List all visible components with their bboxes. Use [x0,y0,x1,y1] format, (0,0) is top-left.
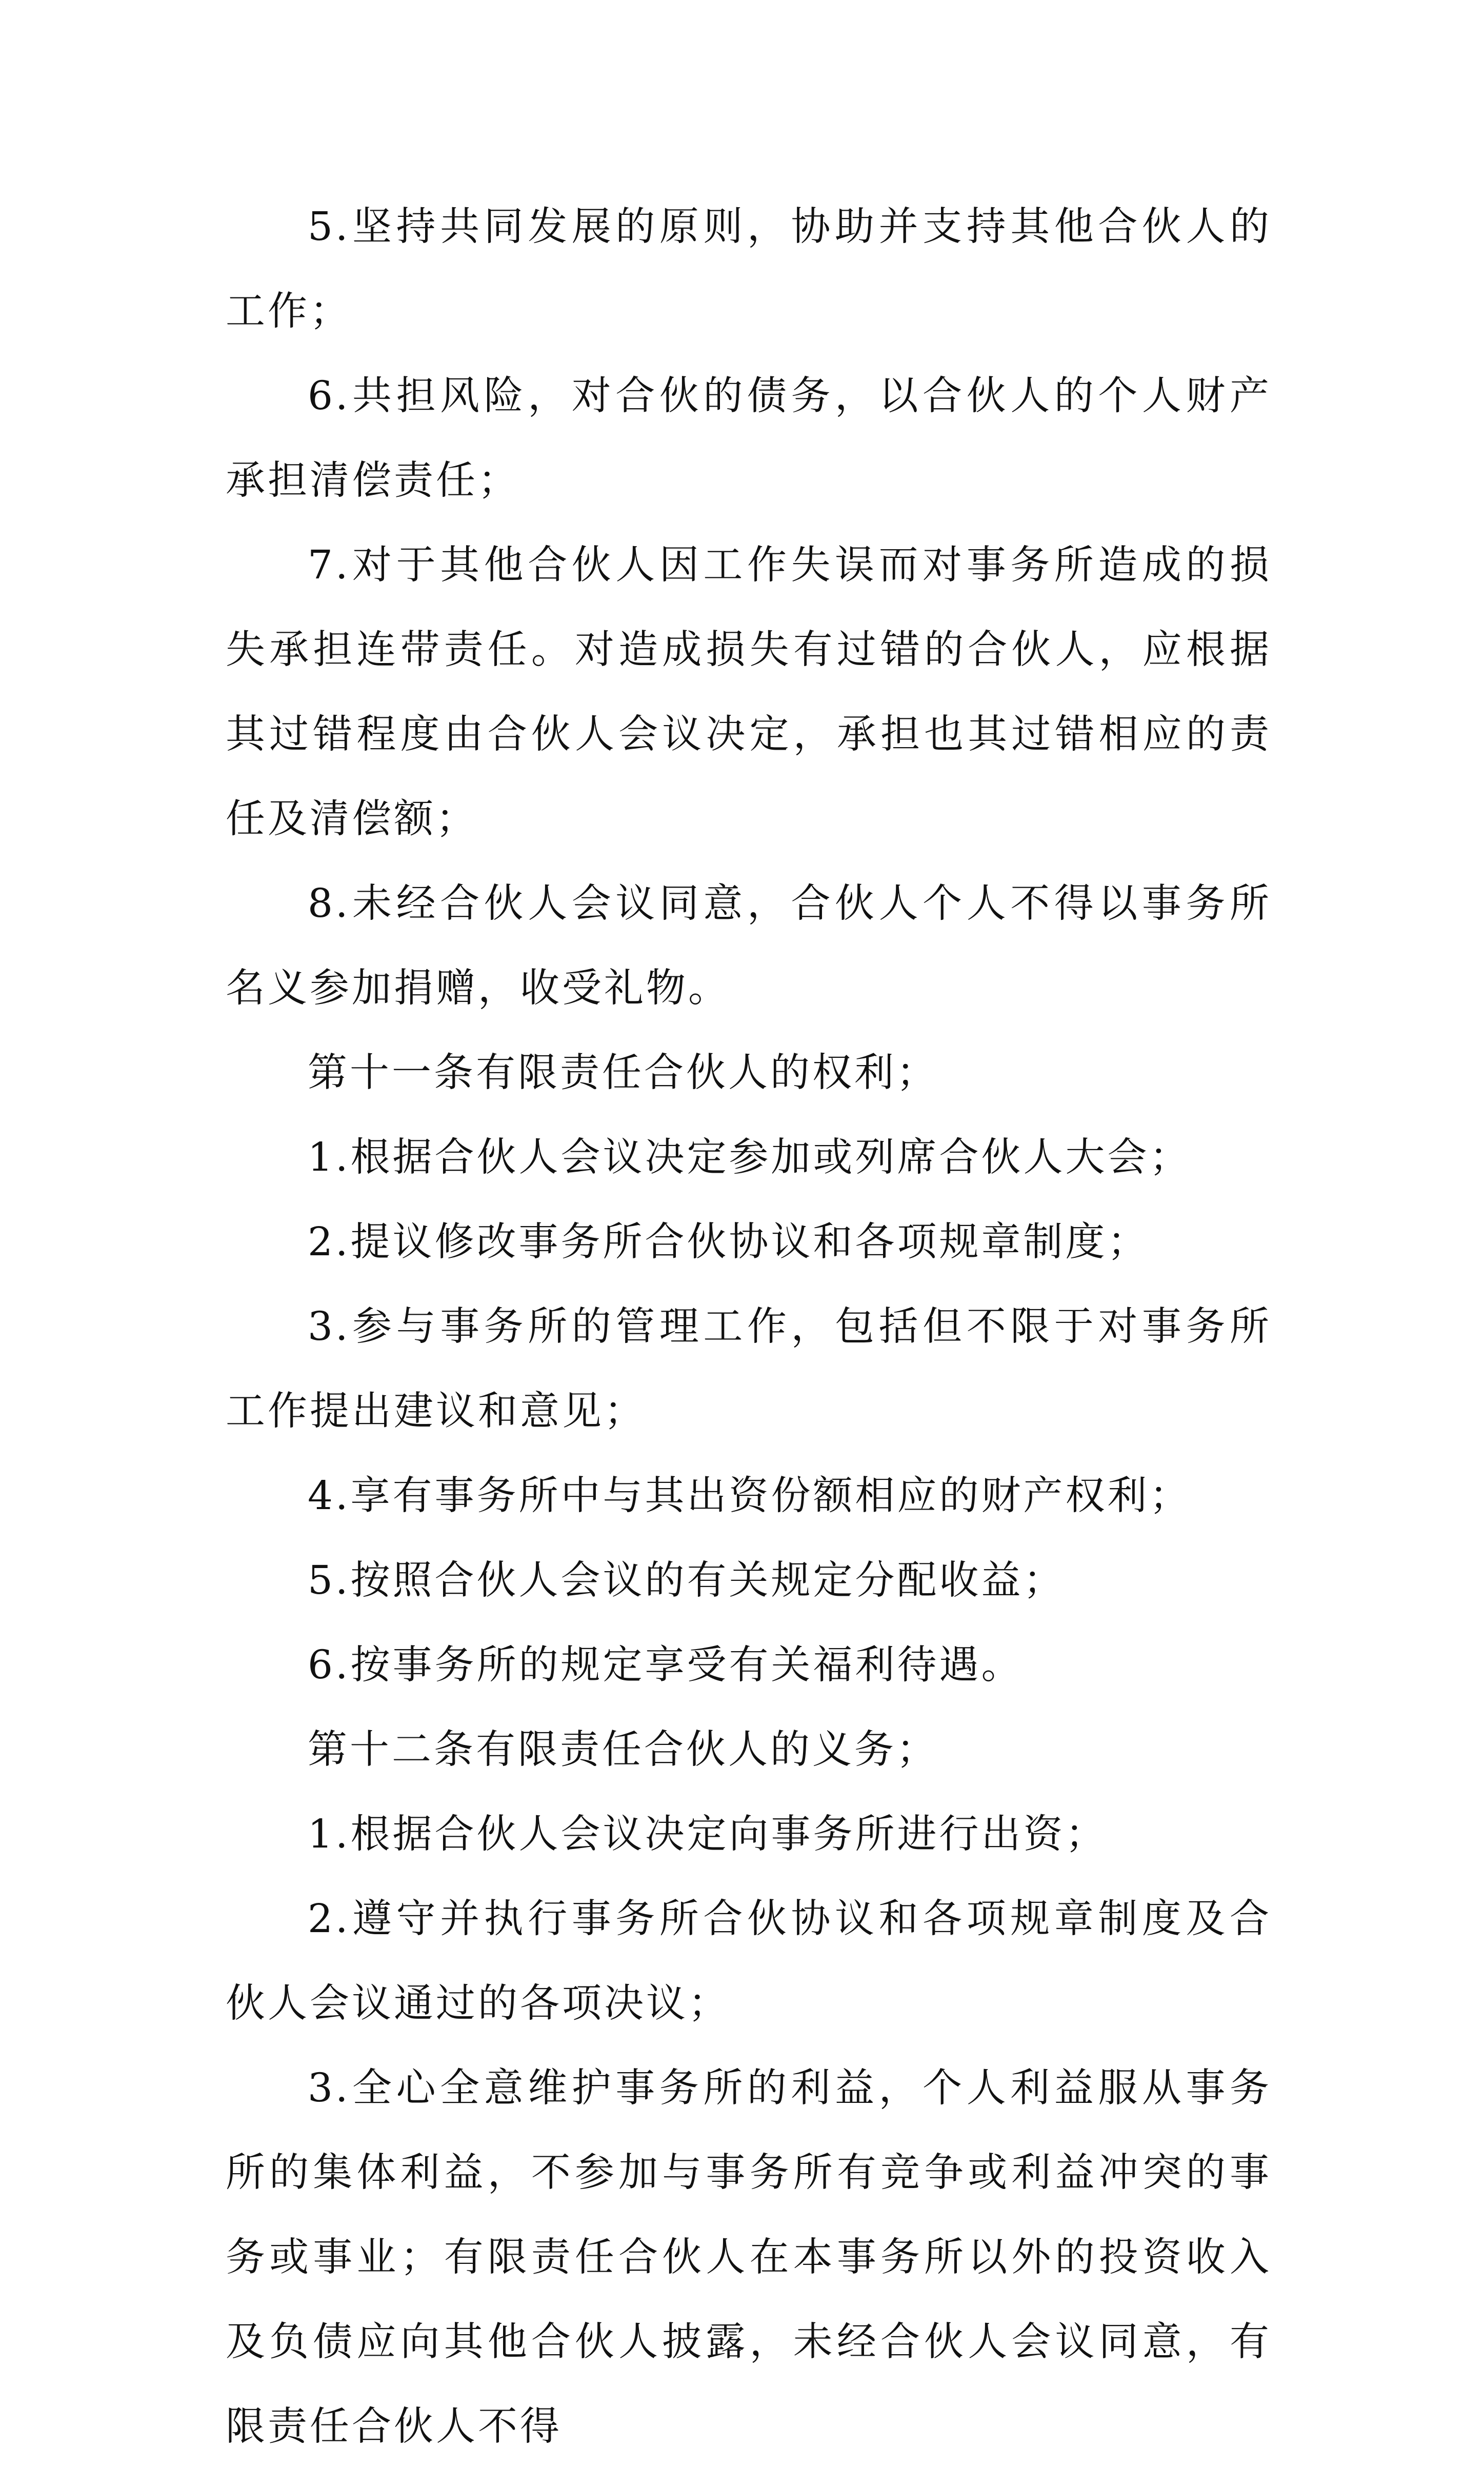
paragraph-item-6-shared-risk: 6.共担风险，对合伙的债务，以合伙人的个人财产承担清偿责任； [226,373,1272,504]
document-body [226,185,1272,2469]
duties-item-3: 3.全心全意维护事务所的利益，个人利益服从事务所的集体利益，不参加与事务所有竞争或利益冲突的事务或事业；有限责任合伙人在本事务所以外的投资收入及负债应向其他合伙人披露，未经合伙人会议同意，有限责任合伙人不得 [226,2065,1272,2450]
paragraph-item-7-joint-liability: 7.对于其他合伙人因工作失误而对事务所造成的损失承担连带责任。对造成损失有过错的合伙人，应根据其过错程度由合伙人会议决定，承担也其过错相应的责任及清偿额； [226,543,1272,842]
rights-item-2: 2.提议修改事务所合伙协议和各项规章制度； [308,1219,1150,1265]
rights-item-6: 6.按事务所的规定享受有关福利待遇。 [308,1642,1024,1688]
rights-item-5: 5.按照合伙人会议的有关规定分配收益； [308,1558,1066,1603]
rights-item-1: 1.根据合伙人会议决定参加或列席合伙人大会； [308,1135,1192,1180]
article-11-heading: 第十一条有限责任合伙人的权利； [308,1050,938,1096]
rights-item-4: 4.享有事务所中与其出资份额相应的财产权利； [308,1473,1192,1519]
rights-item-3: 3.参与事务所的管理工作，包括但不限于对事务所工作提出建议和意见； [226,1304,1272,1434]
duties-item-2: 2.遵守并执行事务所合伙协议和各项规章制度及合伙人会议通过的各项决议； [226,1896,1272,2026]
duties-item-1: 1.根据合伙人会议决定向事务所进行出资； [308,1812,1108,1857]
paragraph-item-5-cooperation: 5.坚持共同发展的原则，协助并支持其他合伙人的工作； [226,204,1272,334]
paragraph-item-8-gifts: 8.未经合伙人会议同意，合伙人个人不得以事务所名义参加捐赠，收受礼物。 [226,881,1272,1011]
article-12-heading: 第十二条有限责任合伙人的义务； [308,1727,938,1773]
